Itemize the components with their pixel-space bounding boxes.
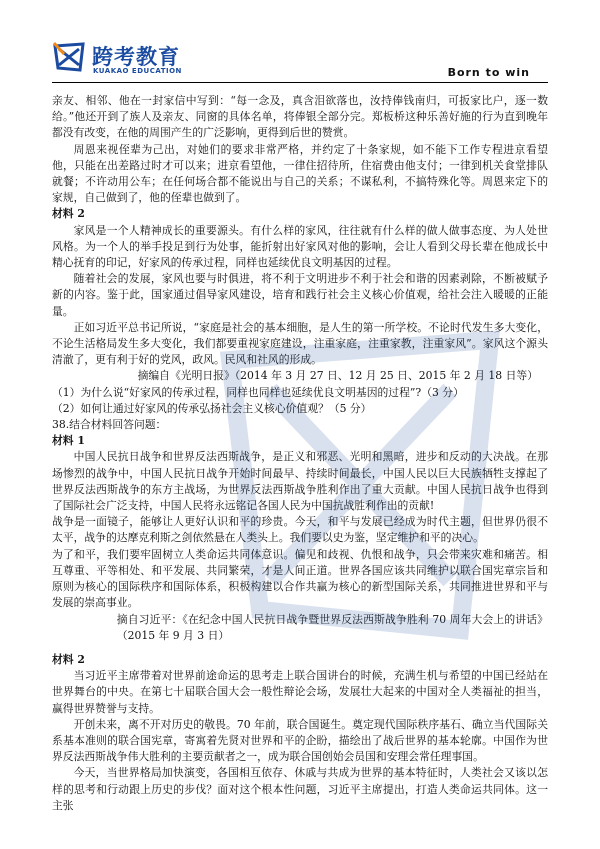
header-slogan: Born to win (447, 66, 530, 79)
paragraph-zhou-enlai: 周恩来视侄辈为己出，对她们的要求非常严格，并约定了十条家规，如不能下工作专程进京看望他，只能在出差路过时才可以来；进京看望他，一律住招待所，住宿费由他支付；一律到机关食堂排队就餐；不许动用公车；在任何场合都不能说出与自己的关系；不谋私利，不搞特殊化等。周恩来定下的家规，自己做到了，他的侄辈也做到了。 (52, 142, 548, 205)
spacer (52, 644, 548, 652)
kuakao-logo-icon (52, 40, 86, 74)
material-2-paragraph-3: 正如习近平总书记所说，“家庭是社会的基本细胞，是人生的第一所学校。不论时代发生多大变化，不论生活格局发生多大变化，我们都要重视家庭建设，注重家庭，注重家教，注重家风”。家风这个源头清澈了，更有利于好的党风，政风。民风和社风的形成。 (52, 320, 548, 367)
brand-logo (52, 40, 252, 80)
q38-material-1-citation: 摘自习近平：《在纪念中国人民抗日战争暨世界反法西斯战争胜利 70 周年大会上的讲话》（2015 年 9 月 3 日） (116, 612, 548, 642)
logo-en-text: KUAKAO EDUCATION (93, 67, 182, 75)
q38-material-1-paragraph-3: 为了和平，我们要牢固树立人类命运共同体意识。偏见和歧视、仇恨和战争，只会带来灾难和痛苦。相互尊重、平等相处、和平发展、共同繁荣，才是人间正道。世界各国应该共同维护以联合国宪章宗旨和原则为核心的国际秩序和国际体系，积极构建以合作共赢为核心的新型国际关系，共同推进世界和平与发展的崇高事业。 (52, 547, 548, 610)
q38-material-2-paragraph-3: 今天，当世界格局加快演变，各国相互依存、休戚与共成为世界的基本特征时，人类社会又该以怎样的思考和行动跟上历史的步伐？面对这个根本性问题，习近平主席提出，打造人类命运共同体。这一主张 (52, 766, 548, 812)
material-2-citation: 摘编自《光明日报》（2014 年 3 月 27 日、12 月 25 日、2015 年 2 月 18 日等） (137, 369, 538, 383)
page-header (0, 0, 600, 92)
q38-material-1-paragraph-2: 战争是一面镜子，能够让人更好认识和平的珍贵。今天，和平与发展已经成为时代主题，但世界仍很不太平，战争的达摩克利斯之剑依然悬在人类头上。我们要以史为鉴，坚定维护和平的决心。 (52, 515, 548, 545)
logo-cn-text: 跨考教育 (92, 45, 180, 69)
material-2-paragraph-2: 随着社会的发展，家风也要与时俱进，将不利于文明进步不利于社会和谐的因素剥除，不断被赋予新的内容。鉴于此，国家通过倡导家风建设，培育和践行社会主义核心价值观，给社会注入暖暖的正能量。 (52, 272, 548, 318)
q38-material-2-paragraph-1: 当习近平主席带着对世界前途命运的思考走上联合国讲台的时候，充满生机与希望的中国已经站在世界舞台的中央。在第七十届联合国大会一般性辩论会场，发展壮大起来的中国对全人类福祉的担当，赢得世界赞誉与支持。 (52, 669, 548, 715)
q38-material-2-paragraph-2: 开创未来，离不开对历史的敬畏。70 年前，联合国诞生。奠定现代国际秩序基石、确立当代国际关系基本准则的联合国宪章，寄寓着先贤对世界和平的企盼，描绘出了战后世界的基本轮廓。中国作为世界反法西斯战争伟大胜利的主要贡献者之一，成为联合国创始会员国和安理会常任理事国。 (52, 717, 548, 764)
material-2-paragraph-1: 家风是一个人精神成长的重要源头。有什么样的家风，往往就有什么样的做人做事态度、为人处世风格。为一个人的举手投足到行为处事，能折射出好家风对他的影响，会让人看到父母长辈在他成长中精心抚育的印记，好家风的传承过程，同样也延续优良文明基因的过程。 (52, 223, 548, 270)
question-1: （1）为什么说“好家风的传承过程，同样也同样也延续优良文明基因的过程”?（3 分） (52, 385, 464, 399)
question-38-title: 38.结合材料回答问题： (52, 418, 167, 432)
document-body (52, 93, 548, 845)
header-rule (52, 82, 548, 83)
q38-material-1-heading: 材料 1 (52, 434, 85, 448)
question-2: （2）如何让通过好家风的传承弘扬社会主义核心价值观？（5 分） (52, 401, 372, 415)
paragraph-zheng-banqiao: 亲友、相邻、他在一封家信中写到：“每一念及，真含泪欲落也，汝持俸钱南归，可扳家比户，逐一数给。”他还开到了族人及亲友、同窗的具体名单，将俸银全部分完。郑板桥这种乐善好施的行为直到晚年都没有改变，在他的周围产生的广泛影响，更得到后世的赞赏。 (52, 94, 548, 140)
q38-material-2-heading: 材料 2 (52, 652, 85, 666)
q38-material-1-paragraph-1: 中国人民抗日战争和世界反法西斯战争，是正义和邪恶、光明和黑暗，进步和反动的大决战。在那场惨烈的战争中，中国人民抗日战争开始时间最早、持续时间最长，中国人民以巨大民族牺牲支撑起了世界反法西斯战争的东方主战场，为世界反法西斯战争胜利作出了重大贡献。中国人民抗日战争也得到了国际社会广泛支持，中国人民将永远铭记各国人民为中国抗战胜利作出的贡献! (52, 450, 548, 513)
material-2-heading: 材料 2 (52, 207, 85, 221)
